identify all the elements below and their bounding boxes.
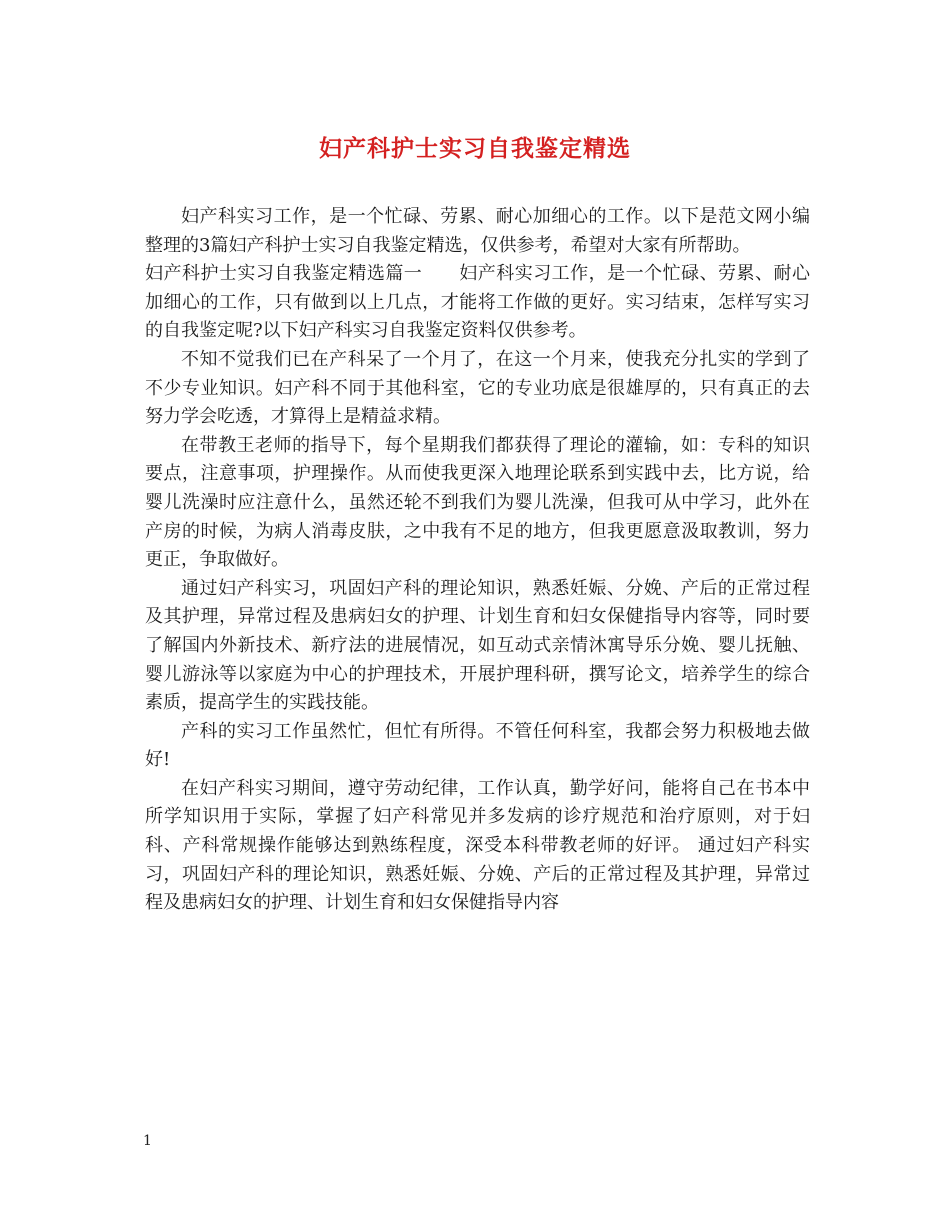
paragraph: 不知不觉我们已在产科呆了一个月了，在这一个月来，使我充分扎实的学到了不少专业知识。妇产科不同于其他科室，它的专业功底是很雄厚的，只有真正的去努力学会吃透，才算得上是精益求精。 bbox=[145, 348, 810, 428]
page-number: 1 bbox=[143, 1133, 152, 1149]
paragraph: 在妇产科实习期间，遵守劳动纪律，工作认真，勤学好问，能将自己在书本中所学知识用于实际，掌握了妇产科常见并多发病的诊疗规范和治疗原则，对于妇科、产科常规操作能够达到熟练程度，深受本科带教老师的好评。 通过妇产科实习，巩固妇产科的理论知识，熟悉妊娠、分娩、产后的正常过程及其护理，异常过程及患病妇女的护理、计划生育和妇女保健指导内容 bbox=[145, 777, 810, 914]
paragraph: 产科的实习工作虽然忙，但忙有所得。不管任何科室，我都会努力积极地去做好! bbox=[145, 720, 810, 771]
paragraph: 在带教王老师的指导下，每个星期我们都获得了理论的灌输，如：专科的知识要点，注意事项，护理操作。从而使我更深入地理论联系到实践中去，比方说，给婴儿洗澡时应注意什么，虽然还轮不到我们为婴儿洗澡，但我可从中学习，此外在产房的时候，为病人消毒皮肤，之中我有不足的地方，但我更愿意汲取教训，努力更正，争取做好。 bbox=[145, 434, 810, 571]
paragraph: 妇产科护士实习自我鉴定精选篇一 妇产科实习工作，是一个忙碌、劳累、耐心加细心的工作，只有做到以上几点，才能将工作做的更好。实习结束，怎样写实习的自我鉴定呢?以下妇产科实习自我鉴定资料仅供参考。 bbox=[145, 263, 810, 342]
paragraph: 妇产科实习工作，是一个忙碌、劳累、耐心加细心的工作。以下是范文网小编整理的3篇妇产科护士实习自我鉴定精选，仅供参考，希望对大家有所帮助。 bbox=[145, 206, 810, 256]
document-title: 妇产科护士实习自我鉴定精选 bbox=[319, 135, 631, 162]
paragraph: 通过妇产科实习，巩固妇产科的理论知识，熟悉妊娠、分娩、产后的正常过程及其护理，异常过程及患病妇女的护理、计划生育和妇女保健指导内容等，同时要了解国内外新技术、新疗法的进展情况，如互动式亲情沐寓导乐分娩、婴儿抚触、婴儿游泳等以家庭为中心的护理技术，开展护理科研，撰写论文，培养学生的综合素质，提高学生的实践技能。 bbox=[145, 577, 810, 714]
document-body bbox=[145, 203, 810, 918]
